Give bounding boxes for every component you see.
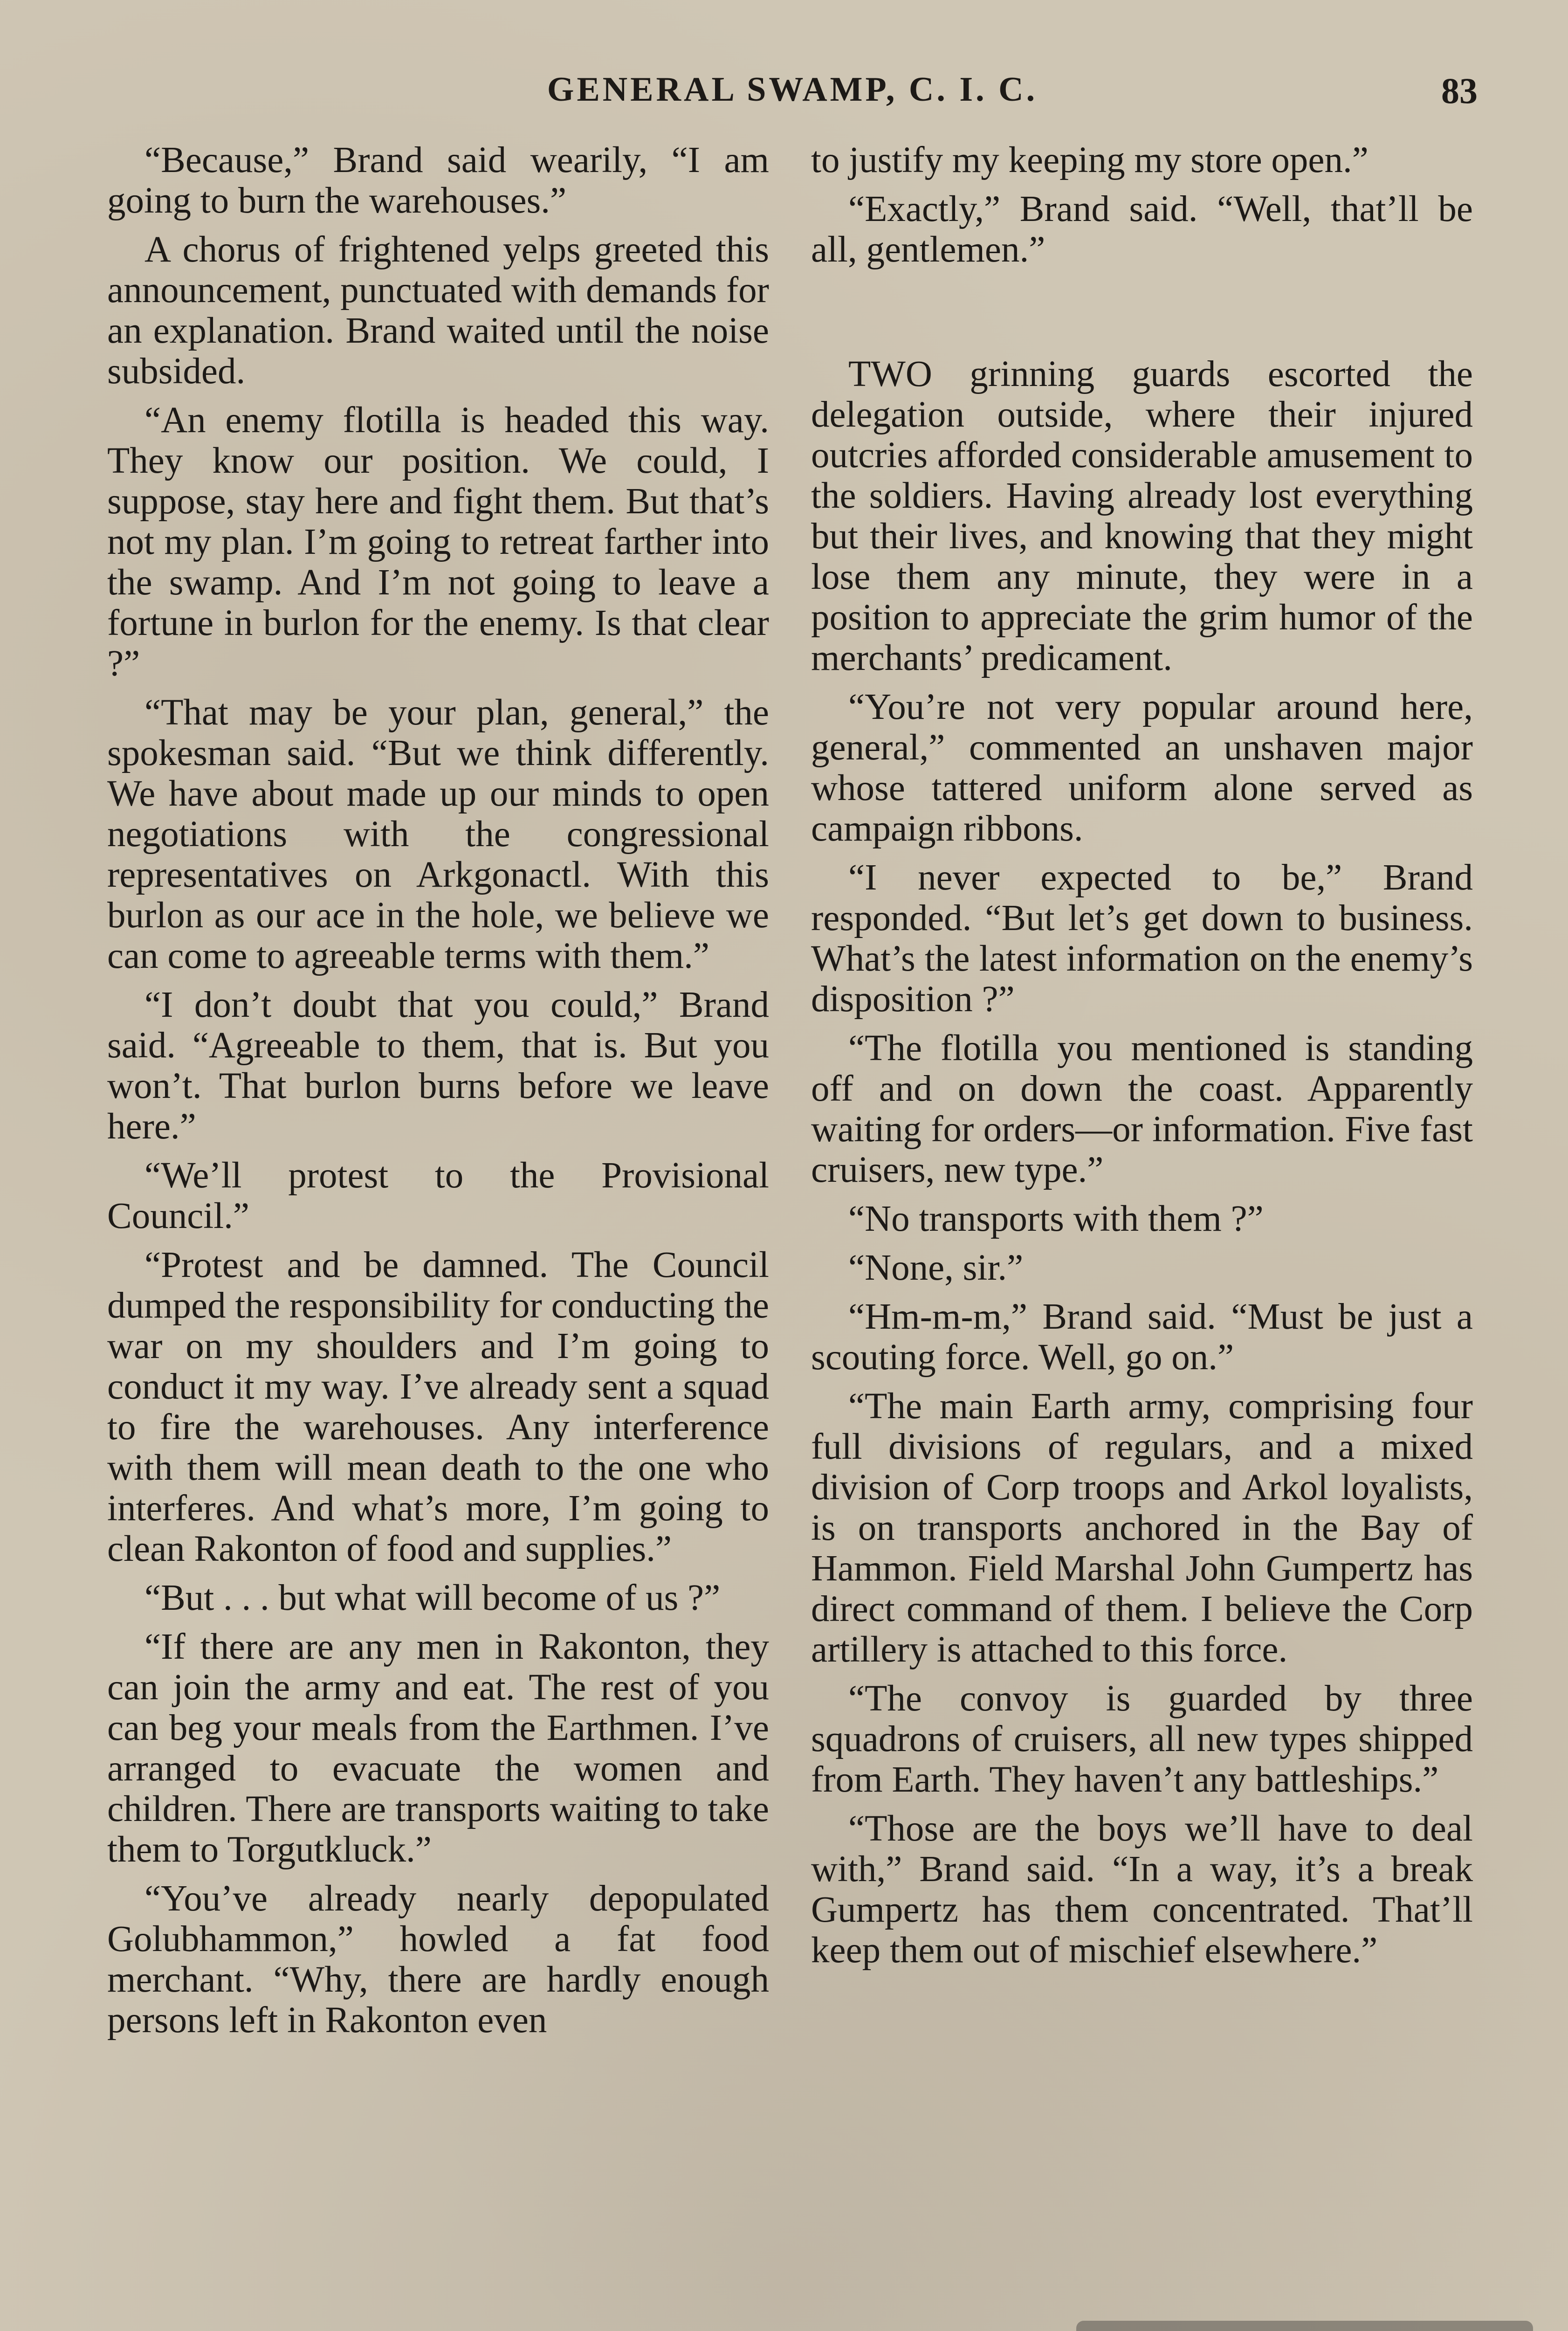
paragraph: “Protest and be damned. The Council dumped the responsibility for conducting the war on my shoulders and I’m going to conduct it my way. I’ve already sent a squad to fire the warehouses. Any interference with them will mean death to the one who interferes. And what’s more, I’m going to clean Rakonton of food and supplies.” <box>107 1245 769 1569</box>
paragraph: “But . . . but what will become of us ?” <box>144 1578 721 1618</box>
paragraph: “The main Earth army, comprising four full divisions of regulars, and a mixed division of Corp troops and Arkol loyalists, is on transports anchored in the Bay of Hammon. Field Marshal John Gumpertz has direct command of them. I believe the Corp artillery is attached to this force. <box>811 1386 1473 1670</box>
watermark <box>1076 2321 1533 2331</box>
right-column <box>811 140 1473 1979</box>
paragraph: “You’ve already nearly depopulated Golubhammon,” howled a fat food merchant. “Why, there are hardly enough persons left in Rakonton even <box>107 1878 769 2041</box>
paragraph: “None, sir.” <box>848 1248 1024 1288</box>
page-header <box>107 70 1478 126</box>
paragraph: “The flotilla you mentioned is standing off and on down the coast. Apparently waiting for orders—or information. Five fast cruisers, new type.” <box>811 1028 1473 1190</box>
paragraph: “I don’t doubt that you could,” Brand said. “Agreeable to them, that is. But you won’t. That burlon burns before we leave here.” <box>107 985 769 1147</box>
paragraph-continued: to justify my keeping my store open.” <box>811 140 1369 180</box>
paragraph: “Those are the boys we’ll have to deal with,” Brand said. “In a way, it’s a break Gumpertz has them concentrated. That’ll keep them out of mischief elsewhere.” <box>811 1808 1473 1971</box>
paragraph: “An enemy flotilla is headed this way. They know our position. We could, I suppose, stay here and fight them. But that’s not my plan. I’m going to retreat farther into the swamp. And I’m not going to leave a fortune in burlon for the enemy. Is that clear ?” <box>107 400 769 684</box>
page-number: 83 <box>1441 70 1478 111</box>
paragraph: “Because,” Brand said wearily, “I am going to burn the warehouses.” <box>107 140 769 221</box>
paragraph: “That may be your plan, general,” the spokesman said. “But we think differently. We have about made up our minds to open negotiations with the congressional representatives on Arkgonactl. With this burlon as our ace in the hole, we believe we can come to agreeable terms with them.” <box>107 692 769 976</box>
paragraph-section-start: TWO grinning guards escorted the delegation outside, where their injured outcries afforded considerable amusement to the soldiers. Having already lost everything but their lives, and knowing that they might lose them any minute, they were in a position to appreciate the grim humor of the merchants’ predicament. <box>811 354 1473 678</box>
paragraph: “Exactly,” Brand said. “Well, that’ll be all, gentlemen.” <box>811 189 1473 270</box>
running-head: GENERAL SWAMP, C. I. C. <box>547 70 1038 109</box>
paragraph: “I never expected to be,” Brand responded. “But let’s get down to business. What’s the latest information on the enemy’s disposition ?” <box>811 857 1473 1020</box>
paragraph: “You’re not very popular around here, general,” commented an unshaven major whose tattered uniform alone served as campaign ribbons. <box>811 687 1473 849</box>
paragraph: “The convoy is guarded by three squadrons of cruisers, all new types shipped from Earth. They haven’t any battleships.” <box>811 1678 1473 1800</box>
paragraph: “We’ll protest to the Provisional Council.” <box>107 1155 769 1236</box>
paragraph: “If there are any men in Rakonton, they can join the army and eat. The rest of you can beg your meals from the Earthmen. I’ve arranged to evacuate the women and children. There are transports waiting to take them to Torgutkluck.” <box>107 1627 769 1870</box>
paragraph: “No transports with them ?” <box>848 1199 1264 1239</box>
left-column <box>107 140 769 2049</box>
paragraph: A chorus of frightened yelps greeted this announcement, punctuated with demands for an explanation. Brand waited until the noise subsided. <box>107 229 769 392</box>
paragraph: “Hm-m-m,” Brand said. “Must be just a scouting force. Well, go on.” <box>811 1297 1473 1378</box>
